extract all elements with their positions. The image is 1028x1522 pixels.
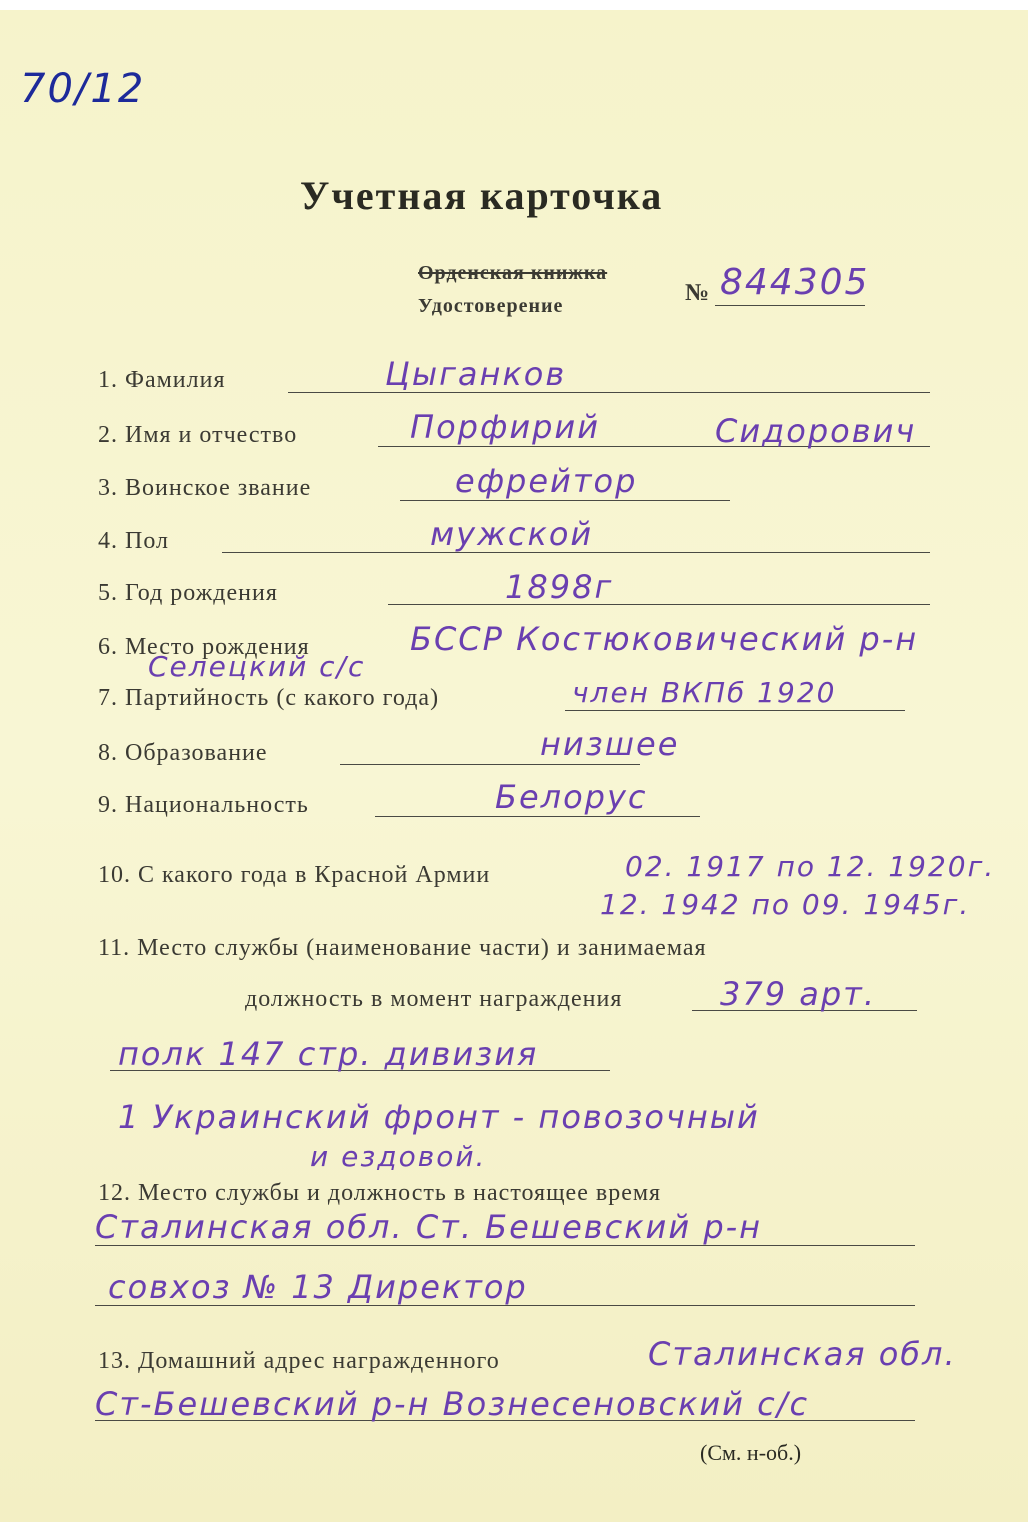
field-service-label-2: должность в момент награждения <box>245 986 623 1012</box>
field-birth-year-value: 1898г <box>505 568 614 606</box>
crossed-out-label: Орденская книжка <box>418 262 608 284</box>
field-service-value-3: 1 Украинский фронт - повозочный <box>118 1098 760 1136</box>
field-nationality-value: Белорус <box>495 778 648 816</box>
field-name-value: Порфирий <box>410 408 601 446</box>
field-home-address-value-1: Сталинская обл. <box>648 1335 957 1373</box>
field-service-label-1: 11. Место службы (наименование части) и занимаемая <box>98 935 707 961</box>
field-surname-value: Цыганков <box>385 355 567 393</box>
field-party-label: 7. Партийность (с какого года) <box>98 685 440 711</box>
field-rank-line <box>400 500 730 501</box>
field-birthplace-value: БССР Костюковичеcкий р-н <box>410 620 919 658</box>
field-current-service-label: 12. Место службы и должность в настоящее время <box>98 1180 662 1206</box>
field-patronymic-value: Сидорович <box>715 412 917 450</box>
field-rank-label: 3. Воинское звание <box>98 475 312 501</box>
field-nationality-line <box>375 816 700 817</box>
field-army-since-value1: 02. 1917 по 12. 1920г. <box>625 850 996 883</box>
field-birth-year-line <box>388 604 930 605</box>
field-sex-value: мужской <box>430 515 594 553</box>
certificate-label: Удостоверение <box>418 295 564 317</box>
field-current-service-value-2: совхоз № 13 Директор <box>108 1268 528 1306</box>
number-sign: № <box>685 280 711 306</box>
footer-note: (См. н-об.) <box>700 1440 802 1465</box>
field-party-line <box>565 710 905 711</box>
field-army-since-label: 10. С какого года в Красной Армии <box>98 862 491 888</box>
field-birth-year-label: 5. Год рождения <box>98 580 278 606</box>
field-home-address-value-2: Ст-Бешевский р-н Вознесеновский с/с <box>95 1385 810 1423</box>
field-surname-label: 1. Фамилия <box>98 367 226 393</box>
field-home-address-label: 13. Домашний адрес награжденного <box>98 1348 500 1374</box>
field-service-value-2: полк 147 стр. дивизия <box>118 1035 539 1073</box>
field-education-line <box>340 764 640 765</box>
page-edge <box>0 0 1028 10</box>
field-education-label: 8. Образование <box>98 740 268 766</box>
field-birthplace-label: 6. Место рождения <box>98 634 310 660</box>
number-underline <box>715 305 865 306</box>
field-nationality-label: 9. Национальность <box>98 792 309 818</box>
field-education-value: низшее <box>540 725 680 763</box>
field-army-since-value2: 12. 1942 по 09. 1945г. <box>600 888 971 921</box>
field-service-value-4: и ездовой. <box>310 1140 487 1173</box>
certificate-number: 844305 <box>720 262 870 303</box>
corner-mark: 70/12 <box>20 66 146 112</box>
field-current-service-value-1: Сталинская обл. Ст. Бешевский р-н <box>95 1208 763 1246</box>
field-service-value-1: 379 арт. <box>720 975 876 1013</box>
field-rank-value: ефрейтор <box>455 462 638 500</box>
card-title: Учетная карточка <box>300 173 664 218</box>
field-birthplace-value-line2: Селецкий с/с <box>148 650 366 683</box>
field-sex-label: 4. Пол <box>98 528 169 554</box>
field-name-label: 2. Имя и отчество <box>98 422 298 448</box>
field-party-value: член ВКПб 1920 <box>572 676 837 709</box>
